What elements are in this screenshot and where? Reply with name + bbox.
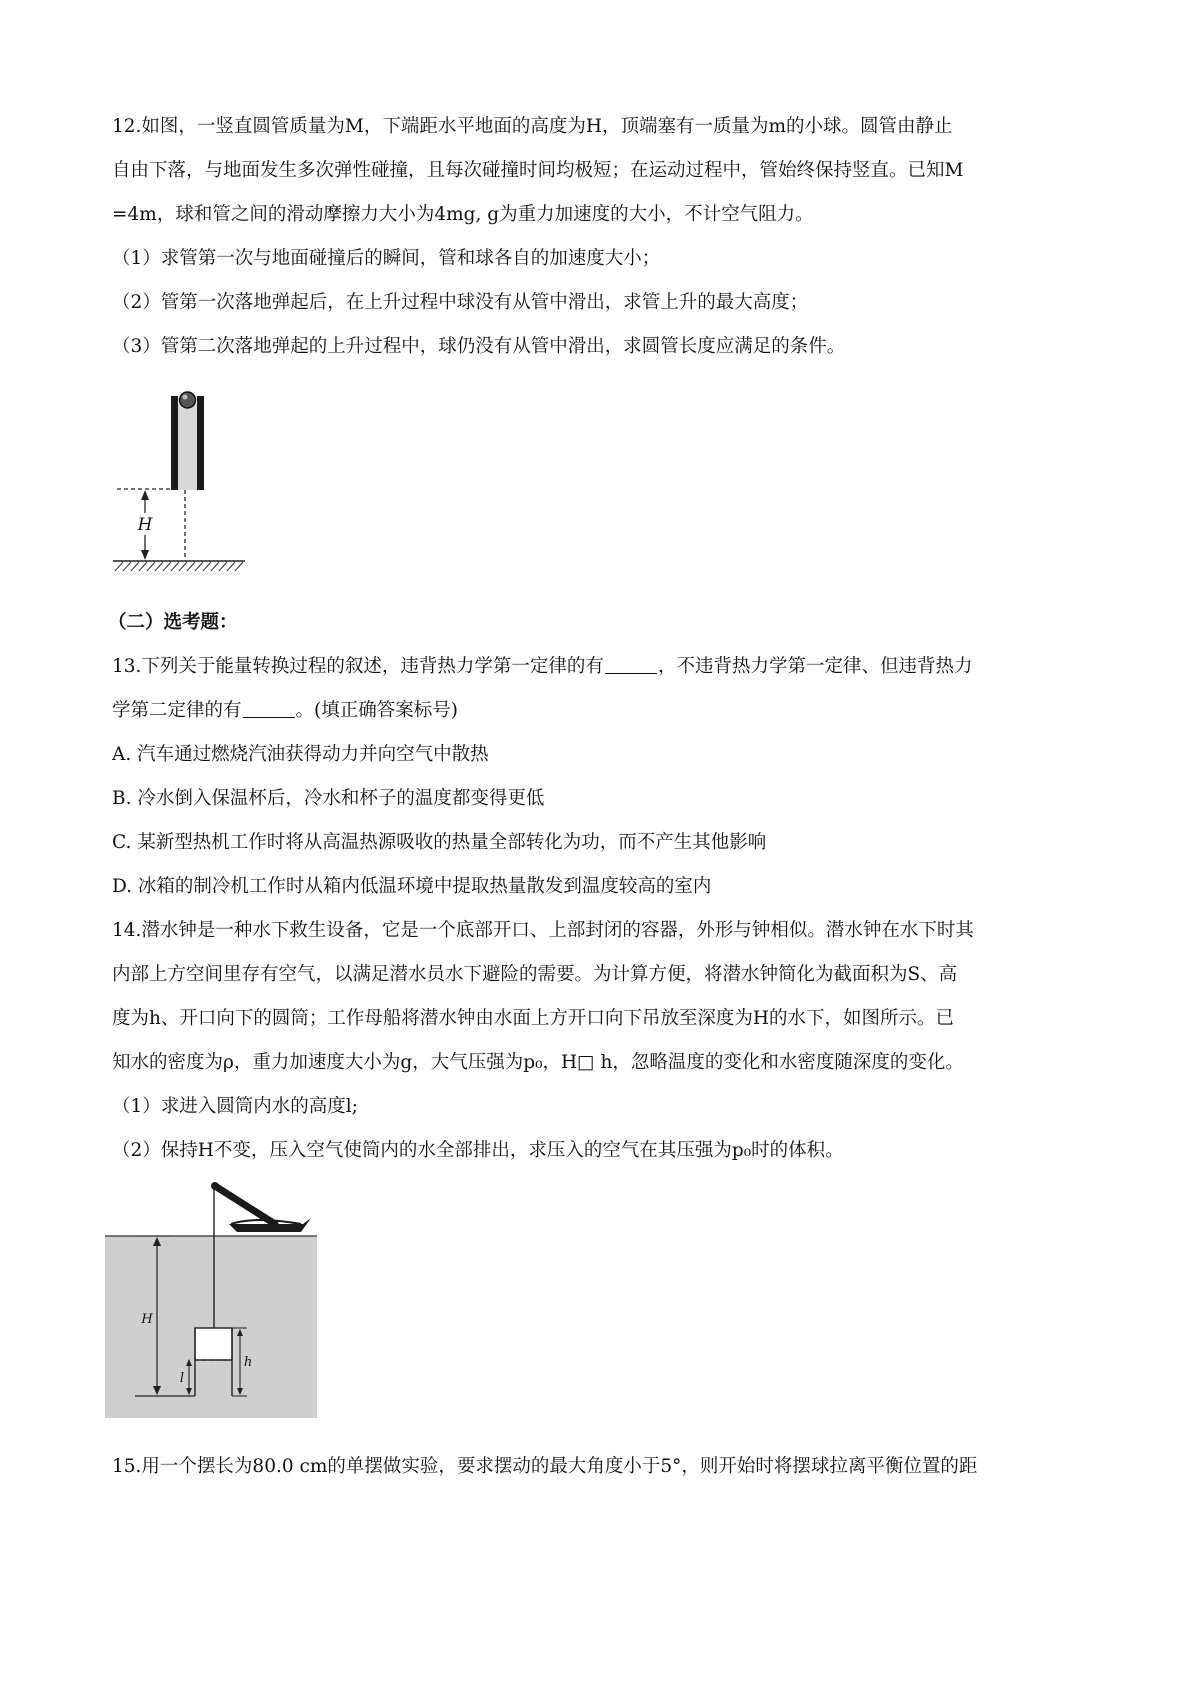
q13-blank-1[interactable] xyxy=(605,655,657,674)
q13-line-1-text-a: 13.下列关于能量转换过程的叙述，违背热力学第一定律的有 xyxy=(112,656,604,677)
q12-line-1: 12.如图，一竖直圆管质量为M，下端距水平地面的高度为H，顶端塞有一质量为m的小球。圆管由静止 xyxy=(112,116,953,137)
q12-part-2: （2）管第一次落地弹起后，在上升过程中球没有从管中滑出，求管上升的最大高度； xyxy=(112,292,809,313)
q12-line-3: =4m，球和管之间的滑动摩擦力大小为4mg, g为重力加速度的大小，不计空气阻力。 xyxy=(112,204,814,225)
q14-line-3: 度为h、开口向下的圆筒；工作母船将潜水钟由水面上方开口向下吊放至深度为H的水下，如图所示。已 xyxy=(112,1008,955,1029)
q12-part-1: （1）求管第一次与地面碰撞后的瞬间，管和球各自的加速度大小； xyxy=(112,248,661,269)
label-l: l xyxy=(179,1371,185,1386)
q13-line-1 xyxy=(112,653,1090,681)
q14-line-1: 14.潜水钟是一种水下救生设备，它是一个底部开口、上部封闭的容器，外形与钟相似。潜水钟在水下时其 xyxy=(112,920,974,941)
q15-line-1: 15.用一个摆长为80.0 cm的单摆做实验，要求摆动的最大角度小于5°，则开始时将摆球拉离平衡位置的距 xyxy=(112,1456,978,1477)
label-h: h xyxy=(243,1355,253,1370)
q14-part-1: （1）求进入圆筒内水的高度l; xyxy=(112,1096,358,1117)
ground-hatch xyxy=(115,562,243,571)
bell-air xyxy=(195,1328,232,1360)
q13-option-b: B. 冷水倒入保温杯后，冷水和杯子的温度都变得更低 xyxy=(112,788,545,809)
q13-option-c: C. 某新型热机工作时将从高温热源吸收的热量全部转化为功，而不产生其他影响 xyxy=(112,832,767,853)
q13-option-a: A. 汽车通过燃烧汽油获得动力并向空气中散热 xyxy=(112,744,489,765)
label-H: H xyxy=(141,1312,153,1327)
q13-option-d: D. 冰箱的制冷机工作时从箱内低温环境中提取热量散发到温度较高的室内 xyxy=(112,876,712,897)
q13-blank-2[interactable] xyxy=(243,699,295,718)
q13-line-1-text-b: ，不违背热力学第一定律、但违背热力 xyxy=(657,656,973,677)
tube-right-wall xyxy=(197,396,204,490)
crane-arm xyxy=(215,1186,275,1224)
tube-left-wall xyxy=(171,396,178,490)
tube-interior xyxy=(178,404,197,490)
q13-line-2-text-b: 。(填正确答案标号) xyxy=(295,700,458,721)
q13-line-2 xyxy=(112,697,1090,725)
q13-line-2-text-a: 学第二定律的有 xyxy=(112,700,242,721)
label-H: H xyxy=(137,515,153,535)
q14-line-4: 知水的密度为ρ，重力加速度大小为g，大气压强为p₀，H□ h，忽略温度的变化和水密度随深度的变化。 xyxy=(112,1052,964,1073)
ball xyxy=(180,392,196,408)
q12-line-2: 自由下落，与地面发生多次弹性碰撞，且每次碰撞时间均极短；在运动过程中，管始终保持竖直。已知M xyxy=(112,160,964,181)
section-heading: （二）选考题： xyxy=(108,612,238,633)
water xyxy=(105,1236,317,1418)
tube-fall-figure xyxy=(105,382,255,580)
q14-part-2: （2）保持H不变，压入空气使筒内的水全部排出，求压入的空气在其压强为p₀时的体积。 xyxy=(112,1140,844,1161)
diving-bell-figure xyxy=(105,1180,319,1420)
q14-line-2: 内部上方空间里存有空气，以满足潜水员水下避险的需要。为计算方便，将潜水钟简化为截面积为S、高 xyxy=(112,964,958,985)
q12-part-3: （3）管第二次落地弹起的上升过程中，球仍没有从管中滑出，求圆管长度应满足的条件。 xyxy=(112,336,846,357)
